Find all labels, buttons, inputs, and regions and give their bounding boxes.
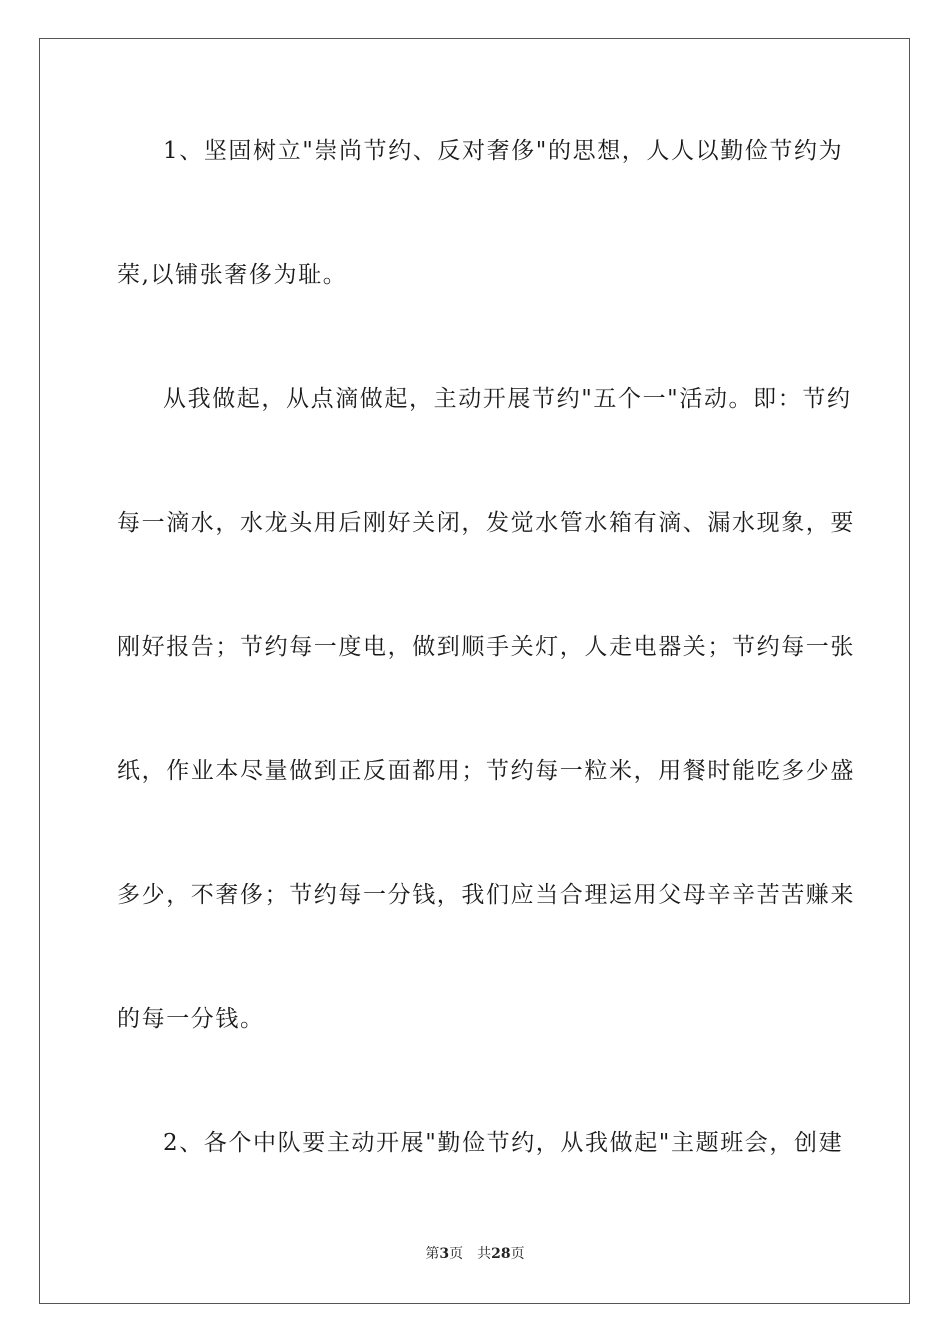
paragraph-2-line-2: 每一滴水，水龙头用后刚好关闭，发觉水管水箱有滴、漏水现象，要 [117,510,855,536]
total-suffix: 页 [510,1246,525,1262]
paragraph-2-line-1: 从我做起，从点滴做起，主动开展节约"五个一"活动。即：节约 [163,386,852,412]
total-prefix: 共 [477,1246,492,1262]
page-prefix: 第 [425,1246,440,1262]
page-number: 3 [439,1246,450,1262]
paragraph-1-line-1: 1、坚固树立"崇尚节约、反对奢侈"的思想，人人以勤俭节约为 [163,138,844,164]
paragraph-2-line-6: 的每一分钱。 [117,1006,265,1032]
page-border [39,38,910,1304]
page-footer [0,1244,950,1264]
paragraph-3-line-1: 2、各个中队要主动开展"勤俭节约，从我做起"主题班会，创建 [163,1130,844,1156]
paragraph-2-line-3: 刚好报告；节约每一度电，做到顺手关灯，人走电器关；节约每一张 [117,634,855,660]
paragraph-2-line-4: 纸，作业本尽量做到正反面都用；节约每一粒米，用餐时能吃多少盛 [117,758,855,784]
paragraph-1-line-2: 荣,以铺张奢侈为耻。 [117,262,348,288]
page-suffix: 页 [449,1246,464,1262]
paragraph-2-line-5: 多少，不奢侈；节约每一分钱，我们应当合理运用父母辛辛苦苦赚来 [117,882,855,908]
total-pages: 28 [491,1246,511,1262]
